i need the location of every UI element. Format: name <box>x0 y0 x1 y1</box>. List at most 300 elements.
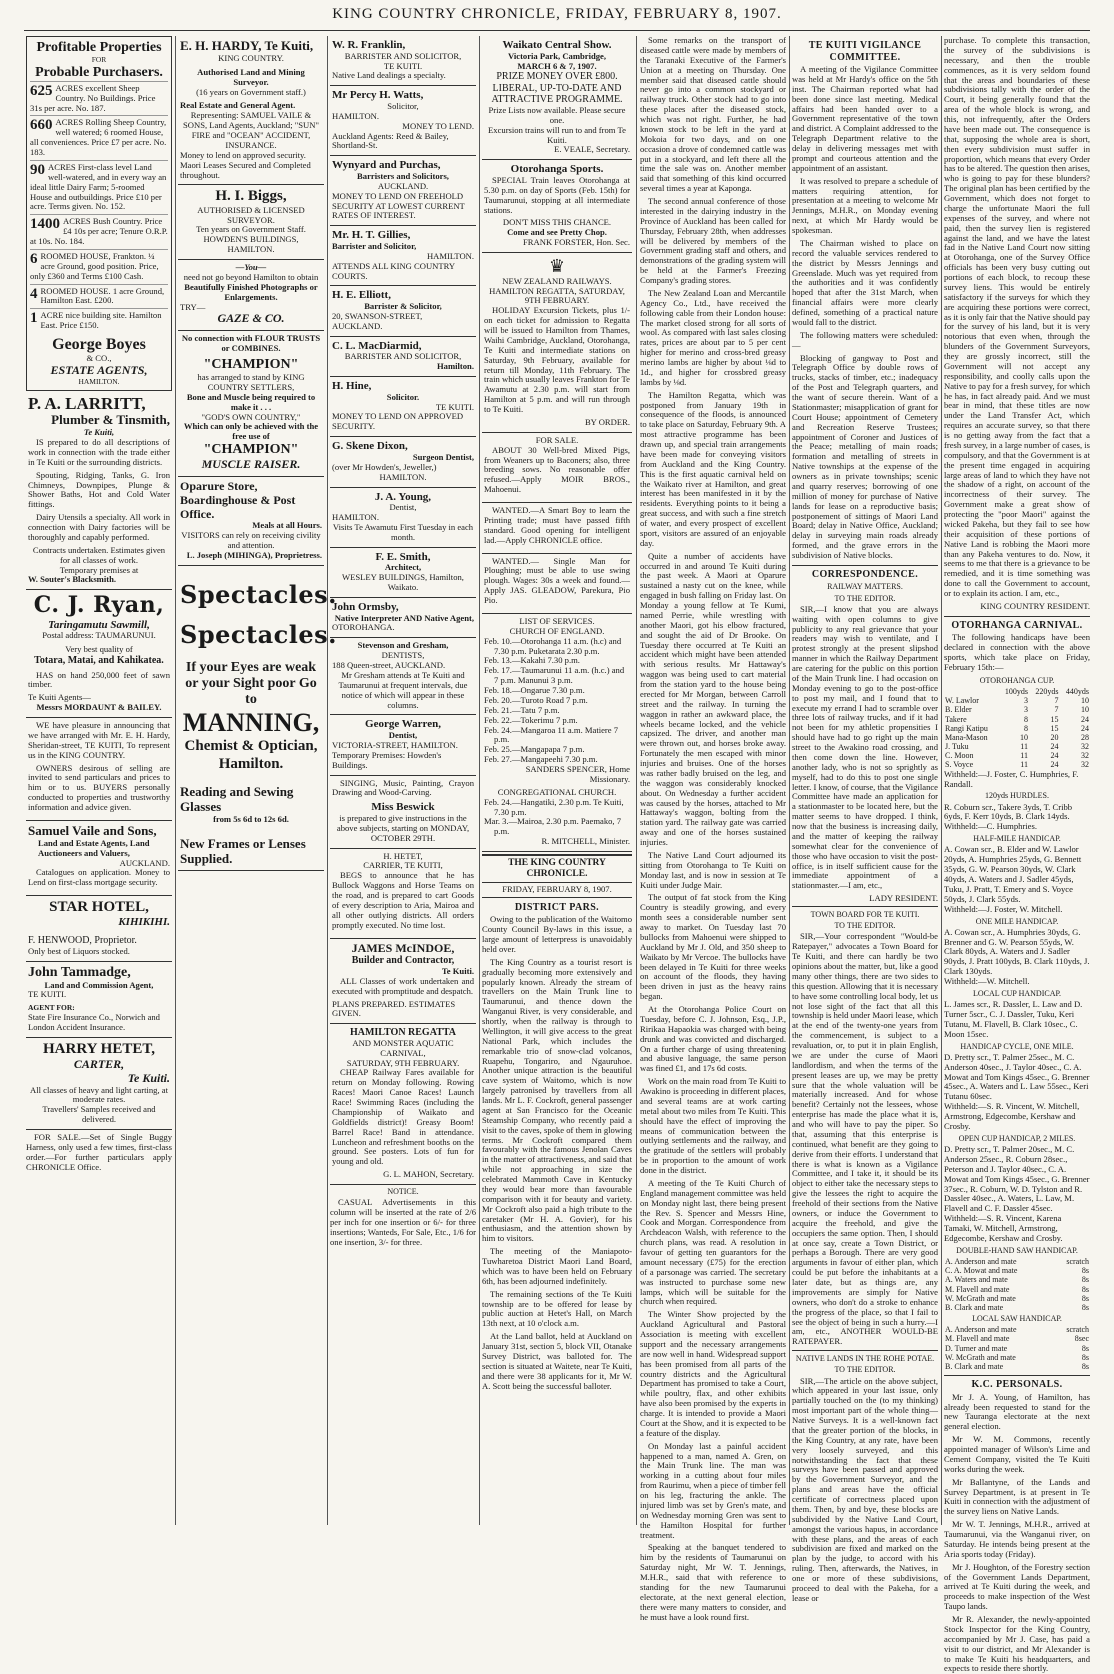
ormsby-town: OTOROHANGA. <box>332 622 395 633</box>
table-row <box>944 1266 1090 1275</box>
service-entry: Feb. 25.—Mangapapa 7 p.m. <box>484 744 585 755</box>
services-entries <box>484 637 630 765</box>
regatta-sub: AND MONSTER AQUATIC CARNIVAL, <box>352 1037 454 1058</box>
property-text: ACRE nice building site. Hamilton East. Price £150. <box>40 310 162 331</box>
hine-note: MONEY TO LEND ON APPROVED SECURITY. <box>332 411 464 432</box>
hetet-advert <box>26 1038 172 1130</box>
beswick-singing: SINGING, Music, Painting, Crayon Drawing and Wood-Carving. <box>332 777 474 798</box>
show-secretary: E. VEALE, Secretary. <box>554 144 630 155</box>
gillies-note: ATTENDS ALL KING COUNTRY COURTS. <box>332 260 455 281</box>
table-cell: 8s <box>1081 1352 1089 1362</box>
paper-title: THE KING COUNTRY CHRONICLE. <box>508 858 606 880</box>
star-hotel-name: STAR HOTEL, <box>49 899 149 916</box>
warren-name: George Warren, <box>365 718 441 731</box>
reading-glasses: Reading and Sewing Glasses <box>180 783 294 814</box>
manning-eyes: If your Eyes are weak or your Sight poor Go to <box>185 660 317 708</box>
personal-paragraph: Mr J. A. Young, of Hamilton, has already been requested to stand for the new Tauranga electorate at the next general election. <box>944 1391 1090 1432</box>
masthead-rule <box>24 30 1090 31</box>
larritt-text: Temporary premises at <box>59 564 139 575</box>
champion-text: Which can only be achieved with the free use of <box>183 421 319 442</box>
carnival-withheld: Withheld:—J. Foster, C. Humphries, F. Randall. <box>944 768 1079 789</box>
hardy-note: WE have pleasure in announcing that we have arranged with Mr. E. H. Hardy, Sheridan-street, TE KUITI, To represent us in the KING COUNTRY. <box>28 720 170 760</box>
wanted-text: WANTED.— Single Man for Ploughing; must be able to use swing plough. Wages: 30s a week and found.—Apply JAS. GLEADOW, Parekura, Pio Pio. <box>484 555 630 606</box>
services-heading: LIST OF SERVICES. <box>519 615 595 626</box>
wynyard-name: Wynyard and Purchas, <box>332 159 441 172</box>
carnival-withheld: Withheld:—C. Humphries. <box>944 821 1037 832</box>
tammadge-agent: AGENT FOR: <box>28 1003 75 1013</box>
native-lands-heading: NATIVE LANDS IN THE ROHE POTAE. <box>792 1350 938 1363</box>
property-text: ROOMED HOUSE. 1 acre Ground, Hamilton East. £200. <box>40 285 165 306</box>
property-text: ACRES Bush Country. Price £4 10s per acre; Tenure O.R.P. at 10s. No. 184. <box>30 216 168 247</box>
table-row <box>944 1294 1090 1303</box>
table-cell: A. Anderson and mate <box>945 1256 1017 1266</box>
table-row <box>944 1257 1090 1266</box>
macdiarmid-name: C. L. MacDiarmid, <box>332 339 422 352</box>
services-congregational: CONGREGATIONAL CHURCH. <box>497 786 617 797</box>
table-row <box>944 1353 1090 1362</box>
wynyard-sub: Barristers and Solicitors, <box>357 170 449 181</box>
beswick-note: is prepared to give instructions in the above subjects, starting on MONDAY, OCTOBER 29TH. <box>336 812 470 843</box>
table-cell: 8s <box>1081 1343 1089 1353</box>
champion-flour: No connection with FLOUR TRUSTS or COMBINES. <box>181 333 321 354</box>
table-row <box>944 724 1090 733</box>
property-item <box>30 214 168 249</box>
star-hotel-note: Only best of Liquors stocked. <box>28 945 130 956</box>
personal-paragraph: Mr R. Alexander, the newly-appointed Stock Inspector for the King Country, accompanied by Mr J. Case, has paid a visit to our district, and Mr Alexander is to make Te Kuiti his headquarters, and expects to reside there shortly. <box>944 1614 1090 1674</box>
service-entry: Feb. 18.—Ongarue 7.30 p.m. <box>484 685 585 696</box>
hardy-name: E. H. HARDY, Te Kuiti, <box>180 38 314 53</box>
hetet-note: Travellers' Samples received and delivered. <box>42 1104 156 1125</box>
dixon-sub: Surgeon Dentist, <box>412 451 474 462</box>
franklin-sub: BARRISTER AND SOLICITOR, <box>344 50 462 61</box>
reading-price: from 5s 6d to 12s 6d. <box>213 813 289 824</box>
services-list <box>482 614 632 852</box>
carnival-intro: The following handicaps have been declared in connection with the above sports, which take place on Friday, February 15th:— <box>944 632 1090 672</box>
spectacles-heading: Spectacles. <box>180 579 337 609</box>
larritt-text: Contracts undertaken. Estimates given for all classes of work. <box>32 544 166 565</box>
larritt-trade: Plumber & Tinsmith, <box>51 412 170 428</box>
larritt-name: P. A. LARRITT, <box>28 393 146 413</box>
column-rule <box>941 36 942 1525</box>
macdiarmid-town: Hamilton. <box>436 361 474 372</box>
hardy-exp: (16 years on Government staff.) <box>196 86 306 97</box>
property-number: 1 <box>30 310 38 327</box>
regatta-text: CHEAP Railway Fares available for return on Monday following. Rowing Races! Maori Canoe Races! Launch Race! Swimming Races (including the Championship of Waikato and Goldfields district)! Greasy Boom! Barrel Race! Band in attendance. Luncheon and refreshment booths on the ground. See posters. Lots of fun for young and old. <box>332 1067 474 1167</box>
show-trains: Excursion trains will run to and from Te Kuiti. <box>488 124 626 145</box>
column-header: 100yds <box>1004 686 1028 696</box>
table-row <box>944 1344 1090 1353</box>
kc-personals-heading: K.C. PERSONALS. <box>944 1375 1090 1391</box>
smith-sub: Architect, <box>384 562 422 573</box>
ryan-agents: Messrs MORDAUNT & BAILEY. <box>36 702 162 713</box>
table-cell: M. Flavell and mate <box>945 1284 1010 1294</box>
notice-text: CASUAL Advertisements in this column will be inserted at the rate of 2/6 per inch for one insertion or 6/- for three insertions; Wanteds, For Sale, Etc., 1/6 for one insertion, 3/- for three. <box>330 1197 476 1247</box>
table-cell: M. Flavell and mate <box>945 1334 1010 1344</box>
town-board-letter: SIR,—Your correspondent "Would-be Ratepayer," advocates a Town Board for Te Kuiti, and there can hardly be two opinions about the matter, but, like a good many other things, there are two sides to this question. Allowing that it is necessary to have some controlling local body, let us not lose sight of the fact that all this township is held under Maori lease, which at the end of the twenty-one years from the commencement, is subject to a revaluation, or, to put it in plain English, we are under the curse of Maori landlordism, and when the terms of the present leases are up, we may be pretty sure that the whole valuation will be materially increased. And for whose benefit? Certainly not the lessees, whose enterprise has made the place what it is, and who will have to pay the piper. So that, assuming that this enterprise is continued, what benefit are they going to derive from their efforts. I understand that there is what is known as a Vigilance Committee, and I take it, it should be its object to either take the necessary steps to give the lessees the right to acquire the freehold of their sections from the Native owners, or induce the Government to acquire the freehold, and give the occupiers the same option. Then, I should at once say, create a Town District, or perhaps a Borough. There are very good arguments in favour of either plan, which could be put before the inhabitants at a later date, but as things are, any improvements are simply for Native owners, who don't do a stroke to enhance the progress of the place, so that I fail to see the object of being in such a hurry.—I am, etc., ANOTHER WOULD-BE RATEPAYER. <box>792 931 938 1347</box>
regatta-secretary: G. L. MAHON, Secretary. <box>383 1169 474 1180</box>
gillies-sub: Barrister and Solicitor, <box>332 240 417 251</box>
hetet-town: Te Kuiti. <box>127 1070 170 1085</box>
mcindoe-town: Te Kuiti. <box>441 965 474 976</box>
news-paragraphs <box>640 36 786 1622</box>
table-cell: B. Elder <box>945 705 972 715</box>
hardy-maori: Maori Leases Secured and Completed throughout. <box>180 159 311 180</box>
elliott-address: 20, SWANSON-STREET, AUCKLAND. <box>332 310 423 331</box>
dixon-town: HAMILTON. <box>379 471 427 482</box>
smith-address: WESLEY BUILDINGS, Hamilton, Waikato. <box>342 572 464 593</box>
hine-sub: Solicitor. <box>386 391 420 402</box>
spectacles-heading: Spectacles. <box>180 619 337 649</box>
show-date: MARCH 6 & 7, 1907. <box>517 60 597 71</box>
franklin-advert <box>330 36 476 86</box>
carnival-entries: L. James scr., R. Dassler, L. Law and D. Turner 5scr., C. J. Dassler, Tuku, Keri Tutanu, M. Flavell, B. Clark 10sec., C. Moon 15sec. <box>944 999 1083 1039</box>
table-row <box>944 751 1090 760</box>
vaile-note: Catalogues on application. Money to Lend on first-class mortgage security. <box>28 867 170 888</box>
watts-money: MONEY TO LEND. <box>402 120 474 131</box>
service-entry: Feb. 24.—Mangaroa 11 a.m. Matiere 7 p.m. <box>484 724 619 745</box>
smith-advert <box>330 548 476 598</box>
champion-text: "GOD'S OWN COUNTRY," <box>201 411 301 422</box>
franklin-note: Native Land dealings a specialty. <box>332 70 446 81</box>
table-cell: 10 <box>1019 732 1028 742</box>
table-cell: scratch <box>1066 1256 1089 1266</box>
news-paragraph: The Hamilton Regatta, which was postponed from January 19th in consequence of the floods, is announced to take place on Saturday, February 9th. A most attractive programme has been drawn up, and special train arrangements have been made for conveying visitors from Auckland and the King Country. This is the first aquatic carnival held on the Waikato river at Hamilton, and great interest has been manifested in it by the residents. Everything points to it being a great success, and with such a fine stretch of water, and every prospect of excellent sport, visitors are assured of an enjoyable day. <box>640 389 786 548</box>
service-entry: Feb. 13.—Kakahi 7.30 p.m. <box>484 655 580 666</box>
property-item <box>30 308 168 333</box>
vaile-name: Samuel Vaile and Sons, <box>28 822 157 838</box>
table-cell: B. Clark and mate <box>945 1302 1004 1312</box>
news-paragraph: On Monday last a painful accident happened to a man, named A. Gren, on the Main Trunk line. The man was working in a cutting about four miles from Raurimu, when a piece of timber fell on his leg, fracturing the ankle. The injured limb was set by Gren's mate, and on Wednesday morning Gren was sent to the Hamilton Hospital for further treatment. <box>640 1440 786 1540</box>
column-rule <box>175 36 176 1525</box>
hardy-money: Money to lend on approved security. <box>180 149 306 160</box>
property-number: 6 <box>30 250 38 267</box>
stevenson-advert <box>330 638 476 715</box>
carnival-entries: A. Cowan scr., B. Elder and W. Lawlor 20yds, A. Humphries 25yds, G. Bennett 35yds, G. W. Pearson 30yds, W. Clark 40yds, A. Waters and J. Sadler 45yds, Tuku, J. Pratt, T. Emery and S. Voyce 50yds, J. Clark 55yds. <box>944 844 1082 904</box>
warren-sub: Dentist, <box>388 730 418 741</box>
warren-advert <box>330 715 476 775</box>
carnival-event: HALF-MILE HANDICAP. <box>973 834 1061 844</box>
table-cell: 8s <box>1081 1275 1089 1285</box>
table-cell: 24 <box>1050 751 1059 761</box>
property-number: 625 <box>30 82 53 99</box>
table-cell: 7 <box>1054 705 1059 715</box>
boyes-advert <box>26 36 172 391</box>
watts-advert <box>330 86 476 156</box>
sale-text: ABOUT 30 Well-bred Mixed Pigs, from Weaners up to Baconers; also, three breeding sows. No reasonable offer refused.—Apply MOIR BROS., Mahoenui. <box>484 444 630 495</box>
oto-text: SPECIAL Train leaves Otorohanga at 5.30 p.m. on day of Sports (Feb. 15th) for Taumarunui, stopping at all intermediate stations. <box>484 174 630 215</box>
larritt-advert <box>26 391 172 591</box>
mcindoe-sub: Builder and Contractor, <box>351 955 455 967</box>
watts-name: Mr Percy H. Watts, <box>332 89 424 102</box>
boyes-name: George Boyes <box>52 336 146 354</box>
vigilance-heading: TE KUITI VIGILANCE COMMITTEE. <box>808 40 922 63</box>
service-entry: Feb. 21.—Tatu 7 p.m. <box>484 704 560 715</box>
service-entry: Feb. 27.—Mangapeehi 7.30 p.m. <box>484 754 598 765</box>
double-saw-table <box>944 1257 1090 1312</box>
table-cell: 24 <box>1050 742 1059 752</box>
champion-heading: "CHAMPION" <box>203 442 299 458</box>
property-number: 660 <box>30 117 53 134</box>
native-lands-continued: purchase. To complete this transaction, the survey of the subdivisions is necessary, and then the trouble commences, as it is very seldom found that the areas and boundaries of these subdivisions tally with the order of the Court, it being generally found that the area of the whole block is wrong, and this, not infrequently, after the Orders have been made out. The consequence is that, supposing the whole area is short, then every subdivision must suffer in proportion, which means that every Order has to be altered. The question then arises, who is going to pay for these blunders? The original plan has been certified by the Government, which does not forget to charge the unfortunate Maori the full expenses of the survey, and where not paid, then the survey lien is registered against the land, and we have the latest fad in the Native Land Court now sitting at Otorohanga, one of the Survey Office officials has been very busy cutting out portions of each block, to recoup these survey liens. This would be entirely satisfactory if the surveys for which they are acquiring these portions were correct, as it is only fair that the Native should pay for the survey of his land, but it is very notorious that even when, through the blunders of the Government Surveyors, they are grossly incorrect, still the Government will not accept any responsibility, and coolly calls upon the Native to pay for a fresh survey, for which he has, in fact already paid. And we must bear in mind, that these titles are now under the Land Transfer Act, which requires an accurate survey, so that there is no getting away from the fact that a fresh survey, in a large number of cases, is compulsory, and that the Government is at the present time engaged in acquiring large areas of land to which they have not the shadow of a right, on account of the incorrectness of their survey. The Government make a great show of protecting the "poor Maori" against the wicked Pakeha, but they fail to see how their acquisition of these portions of Native Land is robbing the Maori more than any Pakeha ventures to do. Now, it seems to me that there is a grievance to be remedied, and it is time something was done to call the Government to account, or to explain its action. I am, etc., <box>944 35 1090 598</box>
hine-advert <box>330 377 476 437</box>
show-lists: Prize Lists now available. Please secure one. <box>488 104 626 125</box>
column-rule <box>327 36 328 1525</box>
manning-name: MANNING, <box>182 708 320 738</box>
district-par: The remaining sections of the Te Kuiti township are to be offered for lease by public auction at Hetet's Hall, on March 13th next, at 10 o'clock a.m. <box>482 1288 632 1329</box>
boyes-heading: Profitable Properties <box>36 40 162 55</box>
gillies-name: Mr. H. T. Gillies, <box>332 229 411 242</box>
show-programme: LIBERAL, UP-TO-DATE AND ATTRACTIVE PROGRAMME. <box>491 82 623 106</box>
table-cell: A. Waters and mate <box>945 1275 1008 1285</box>
star-hotel-town: KIHIKIHI. <box>118 916 170 929</box>
cup-handicap-table <box>944 687 1090 770</box>
services-signature: SANDERS SPENCER, Home Missionary. <box>525 764 630 784</box>
table-cell: 3 <box>1023 696 1028 706</box>
carnival-event: HANDICAP CYCLE, ONE MILE. <box>960 1041 1074 1051</box>
warren-address: VICTORIA-STREET, HAMILTON. <box>332 739 458 750</box>
table-cell: 7 <box>1054 696 1059 706</box>
wanted-boy <box>482 503 632 554</box>
table-cell: 24 <box>1081 723 1089 733</box>
table-cell: 8sec <box>1074 1334 1089 1344</box>
hardy-auth: Authorised Land and Mining Surveyor. <box>197 66 305 87</box>
oto-miss: DON'T MISS THIS CHANCE. <box>502 217 612 228</box>
table-cell: S. Voyce <box>945 760 974 770</box>
table-cell: W. McGrath and mate <box>945 1293 1016 1303</box>
table-cell: W. Lawlor <box>945 696 979 706</box>
gaze-text: Beautifully Finished Photographs or Enlargements. <box>184 281 318 302</box>
champion-raiser: MUSCLE RAISER. <box>201 457 301 472</box>
table-row <box>944 1275 1090 1284</box>
biggs-advert <box>178 185 324 260</box>
wynyard-town: AUCKLAND. <box>377 180 429 191</box>
district-par: The King Country as a tourist resort is gradually becoming more extensively and popularly known. Already the stream of travellers on the Main Trunk line to Taumarunui, and thence down the Wanganui River, is very considerable, and shortly, when the railway is through to Wellington, it will give access to the great National Park, which includes the remarkable trio of snow-clad volcanos, Ruapehu, Tongariro, and Ngauruhoe. Another unique attraction is the beautiful cave system of Waitomo, which is now largely patronised by travellers from all lands. Mr L. F. Cockroft, general passenger agent at San Francisco for the Oceanic Steamship Company, who recently paid a visit to the caves, spoke of them in glowing terms. Mr Cockroft compared them favourably with the famous Jenolan Caves in the matter of attractiveness, and said that while not approaching in size the celebrated Mammoth Cave in Kentucky they would bear more than favourable comparison with it for beauty and variety. Mr Cockroft also paid a high tribute to the caretaker (Mr H. A. Govier), for his enthusiasm, and the attention shown by him to visitors. <box>482 956 632 1244</box>
column-4 <box>482 36 632 1525</box>
carnival-event: LOCAL SAW HANDICAP. <box>972 1314 1062 1324</box>
local-saw-table <box>944 1325 1090 1371</box>
personal-paragraph: Mr W. M. Commons, recently appointed manager of Wilson's Lime and Cement Company, visited the Te Kuiti works during the week. <box>944 1434 1090 1474</box>
masthead: KING COUNTRY CHRONICLE, FRIDAY, FEBRUARY 8, 1907. <box>332 6 782 22</box>
district-pars <box>482 915 632 1391</box>
show-heading: Waikato Central Show. <box>502 39 612 51</box>
crest-icon: ♛ <box>548 256 566 277</box>
news-paragraph: Quite a number of accidents have occurred in and around Te Kuiti during the past week. A Maori at Oparure sustained a nasty cut on the knee, while engaged in bush falling on Friday last. On Monday a young fellow at Te Kumi, named Perrie, while wrestling with another Maori, got his elbow fractured, and sought the aid of Dr Brooke. On Tuesday there occurred at Te Kuiti an accident which might have been attended with serious results. Mr Hattaway's waggon was being used to cart material from the station yard to the house being erected for Mr Morgan, between Carroll street and the railway. In turning the waggon in rather an awkward place, the wheels became locked, and the vehicle capsized. The driver, and another man were thrown out, and horses broke away. Fortunately the men escaped with minor injuries and bruises. One of the horses was rather badly bruised on the leg, and the waggon was considerably knocked about. On Wednesday a further accident was caused by the horses, attached to Mr Hattaway's waggon, bolting from the station yard. The railway gate was carried away and one of the horses sustained injuries. <box>640 550 786 847</box>
stevenson-address: 188 Queen-street, AUCKLAND. <box>332 660 446 671</box>
table-cell: 24 <box>1050 760 1059 770</box>
elliott-name: H. E. Elliott, <box>332 289 391 302</box>
gaze-advert <box>178 260 324 331</box>
oto-heading: Otorohanga Sports. <box>510 163 604 176</box>
ormsby-name: John Ormsby, <box>332 600 399 613</box>
vigilance-paragraph: A meeting of the Vigilance Committee was held at Mr Hardy's office on the 5th inst. The Chairman reported what had been done since last meeting. Medical affairs had been handed over to a Government representative of the town and district. A Complaint addressed to the Telegraph Department relative to the delay in delivering messages met with prompt and courteous attention and the appointment of an assistant. <box>792 64 938 173</box>
vaile-advert <box>26 821 172 896</box>
young-note: Visits Te Awamutu First Tuesday in each month. <box>332 521 474 542</box>
champion-text: has arranged to stand by KING COUNTRY SETTLERS, <box>197 372 305 392</box>
to-the-editor: TO THE EDITOR. <box>834 1365 896 1375</box>
property-text: ACRES First-class level Land well-watered, and in every way an ideal little Dairy Farm; 5-roomed House and outbuildings. Price £10 per acre. Terms given. No. 152. <box>30 161 167 212</box>
property-item <box>30 249 168 284</box>
paper-masthead <box>482 854 632 883</box>
boyes-for: FOR <box>91 55 107 65</box>
carnival-entries: R. Coburn scr., Takere 3yds, T. Cribb 6yds, F. Kerr 10yds, B. Clark 14yds. <box>944 801 1073 822</box>
hetet-name: HARRY HETET, <box>43 1040 155 1057</box>
wanted-text: WANTED.—A Smart Boy to learn the Printing trade; must have passed fifth standard. Good opening for intelligent lad.—Apply CHRONICLE office. <box>484 505 630 545</box>
services-church: CHURCH OF ENGLAND. <box>509 625 605 636</box>
hardy-note-advert <box>26 718 172 821</box>
district-pars-heading: DISTRICT PARS. <box>514 901 600 913</box>
franklin-name: W. R. Franklin, <box>332 39 406 51</box>
personal-paragraph: Mr Ballantyne, of the Lands and Survey Department, is at present in Te Kuiti in connection with the adjustment of the survey liens on Native Lands. <box>944 1476 1090 1517</box>
vigilance-paragraph: It was resolved to prepare a schedule of matters requiring attention, for presentation at a meeting to welcome Mr Jennings, M.H.R., on Monday evening next, at which Mr Hardy would be spokesman. <box>792 175 938 235</box>
to-the-editor: TO THE EDITOR. <box>834 593 896 603</box>
tammadge-list: State Fire Insurance Co., Norwich and London Accident Insurance. <box>28 1011 160 1032</box>
property-list <box>30 81 168 333</box>
gaze-you: —You— <box>235 262 267 273</box>
property-text: ACRES excellent Sheep Country. No Buildings. Price 31s per acre. No. 187. <box>30 82 156 113</box>
young-sub: Dentist, <box>389 502 417 513</box>
district-par: Owing to the publication of the Waitomo County Council By-laws in this issue, a large amount of letterpress is unavoidably held over. <box>482 914 632 954</box>
franklin-town: TE KUITI. <box>383 60 423 71</box>
macdiarmid-advert <box>330 337 476 377</box>
ryan-quality: Very best quality of <box>65 644 133 655</box>
wynyard-note: MONEY TO LEND ON FREEHOLD SECURITY AT LOWEST CURRENT RATES OF INTEREST. <box>332 190 465 221</box>
hine-town: TE KUITI. <box>435 401 474 412</box>
table-cell: 32 <box>1081 751 1089 761</box>
vigilance-paragraph: The following matters were scheduled:— <box>792 329 938 350</box>
table-cell: A. Anderson and mate <box>945 1325 1017 1335</box>
beswick-advert <box>330 776 476 849</box>
railway-letter: SIR,—I know that you are always waiting with open columns to give publicity to any real grievance that your readers may wish to ventilate, and I protest strongly at the present slipshod manner in which the Railway Department are catering for the public on this portion of the Main Trunk line. I had occasion on Monday evening to go to the post-office to post my mail, and I found that to execute my errand I had to scramble over three lots of railway trucks, and if it had not been for my athletic propensities I should have had to go right up the main street to the Awakino road crossing, and then come down the line. However, another lady, who is not so sprightly as myself, had to do this to post one single letter. I know, of course, that the Vigilance Committee have made an application for a stationmaster to be located here, but the matter seems to have dropped. I think, now that the business is increasing daily, and the matter of keeping the railway somewhat clear for the convenience of those who have occasion to visit the post-office, is in itself sufficient cause for the immediate appointment of a stationmaster.—I am, etc., <box>792 603 938 891</box>
table-cell: 15 <box>1050 723 1059 733</box>
new-frames: New Frames or Lenses Supplied. <box>180 835 306 866</box>
table-cell: 20 <box>1050 732 1059 742</box>
watts-sub: Solicitor, <box>387 100 419 111</box>
stevenson-note: Mr Gresham attends at Te Kuiti and Taumarunui at frequent intervals, due notice of which will appear in these columns. <box>338 669 468 710</box>
carnival-entries: D. Pretty scr., T. Palmer 25sec., M. C. Anderson 40sec., J. Taylor 40sec., C. A. Mowat and Tom Kings 45sec., G. Brenner 45sec., A. Waters and L. Law 55sec., Keri Tutanu 60sec. <box>944 1051 1090 1102</box>
carnival-event: LOCAL CUP HANDICAP. <box>972 988 1062 998</box>
table-cell: 8 <box>1023 714 1028 724</box>
vigilance-paragraph: The Chairman wished to place on record the valuable services rendered to the district by Messrs Jennings and Greenslade. Much was yet required from the authorities and it was confidently hoped that after the 31st March, when financial affairs were more clearly defined, something of a practical nature would fall to the district. <box>792 237 938 327</box>
dixon-advert <box>330 437 476 487</box>
otorohanga-sports-advert <box>482 160 632 253</box>
pigs-for-sale <box>482 433 632 503</box>
table-row <box>944 1362 1090 1371</box>
news-paragraph: The second annual conference of those interested in the dairying industry in the Province of Auckland has been called for Thursday, February 28th, when addresses will be delivered by members of the Government grading staff and others, and demonstrations of the grading system will be held at the Farmer's Freezing Company's grading stores. <box>640 196 786 285</box>
table-cell: W. McGrath and mate <box>945 1352 1016 1362</box>
table-row <box>944 733 1090 742</box>
mcindoe-plans: PLANS PREPARED. ESTIMATES GIVEN. <box>332 998 456 1019</box>
carnival-event: OPEN CUP HANDICAP, 2 MILES. <box>958 1133 1076 1143</box>
biggs-sub: AUTHORISED & LICENSED SURVEYOR. <box>197 204 305 225</box>
hetet-trade: CARTER, <box>73 1056 125 1071</box>
carnival-event: 120yds HURDLES. <box>984 791 1049 801</box>
town-board-heading: TOWN BOARD FOR TE KUITI. <box>792 906 938 919</box>
dixon-over: (over Mr Howden's, Jeweller,) <box>332 461 437 472</box>
table-cell: 8s <box>1081 1266 1089 1276</box>
property-text: ROOMED HOUSE, Frankton. ¼ acre Ground, good position. Price, only £360 and Terms £100 Cash. <box>30 250 159 281</box>
column-7 <box>944 35 1090 1674</box>
service-entry: Feb. 10.—Otorohanga 11 a.m. (h.c) and 7.30 p.m. Puketarata 2.30 p.m. <box>484 635 622 656</box>
carnival-withheld: Withheld:—W. Mitchell. <box>944 976 1030 987</box>
table-cell: 10 <box>1081 696 1089 706</box>
property-item <box>30 284 168 309</box>
service-entry: Feb. 17.—Taumarunui 11 a.m. (h.c.) and 7 p.m. Manunui 3 p.m. <box>484 665 625 686</box>
regatta-heading: HAMILTON REGATTA <box>349 1027 457 1039</box>
native-lands-letter: SIR,—The article on the above subject, which appeared in your last issue, only partially touched on the (to my thinking) most important part of the whole thing—Native Surveys. It is a well-known fact that the greater portion of the blocks, in the King Country, at any rate, have been very loosely surveyed, and this notwithstanding the fact that these surveys have been passed and approved by the Government Surveyor, and the plans and areas have the official certificate of correctness placed upon them. Then, by and bye, these blocks are subdivided by the Native Land Court, amongst the various hapus, in accordance with these plans, and the areas of each subdivision are fixed and marked on the plan by the judge, to accord with his ruling. Then, afterwards, the Natives, in one or more of these subdivisions, proceed to deal with the Pakeha, for a lease or <box>792 1375 938 1603</box>
table-cell: 15 <box>1050 714 1059 724</box>
column-header: 440yds <box>1065 686 1089 696</box>
table-cell: 11 <box>1020 760 1028 770</box>
table-row <box>944 1334 1090 1343</box>
property-number: 90 <box>30 161 45 178</box>
manning-sub: Chemist & Optician, Hamilton. <box>184 738 318 772</box>
ryan-mill: Taringamutu Sawmill, <box>48 618 150 631</box>
congregational-signature: R. MITCHELL, Minister. <box>541 836 630 847</box>
table-cell: 32 <box>1081 760 1089 770</box>
tammadge-sub: Land and Commission Agent, <box>44 979 154 990</box>
table-row <box>944 1303 1090 1312</box>
boyes-town: HAMILTON. <box>78 377 120 387</box>
table-cell: 8 <box>1023 723 1028 733</box>
oparure-advert <box>178 477 324 566</box>
news-paragraph: The Native Land Court adjourned its sitting from Otorohanga to Te Kuiti on Monday last, and is now in session at Te Kuiti under Judge Mair. <box>640 849 786 890</box>
oto-secretary: FRANK FORSTER, Hon. Sec. <box>523 237 630 248</box>
carnival-heading: OTORHANGA CARNIVAL. <box>944 616 1090 632</box>
table-cell: 11 <box>1020 742 1028 752</box>
native-lands-signature: KING COUNTRY RESIDENT. <box>980 600 1090 611</box>
macdiarmid-sub: BARRISTER AND SOLICITOR, <box>344 351 462 362</box>
tammadge-name: John Tammadge, <box>28 964 131 980</box>
hardy-agent: Real Estate and General Agent. <box>180 100 296 111</box>
regatta-date: SATURDAY, 9TH FEBRUARY. <box>346 1057 460 1068</box>
property-item <box>30 81 168 116</box>
ryan-name: C. J. Ryan, <box>33 592 165 619</box>
table-cell: Mana-Mason <box>945 732 988 742</box>
champion-heading: "CHAMPION" <box>203 356 299 372</box>
h-hetet-text: BEGS to announce that he has Bullock Waggons and Horse Teams on the road, and is prepared to cart Goods of every description to Aria, Mairoa and all other outlying districts. All orders promptly executed. No time lost. <box>332 870 474 930</box>
property-item <box>30 115 168 160</box>
table-row <box>944 715 1090 724</box>
larritt-text: W. Souter's Blacksmith. <box>28 574 117 585</box>
biggs-address: HOWDEN'S BUILDINGS, HAMILTON. <box>203 234 299 255</box>
hardy-rep: Representing: SAMUEL VAILE & SONS, Land Agents, Auckland; "SUN" FIRE and "OCEAN" ACCIDENT, INSURANCE. <box>183 110 319 150</box>
ryan-advert <box>26 590 172 718</box>
gillies-advert <box>330 226 476 286</box>
hine-name: H. Hine, <box>332 380 372 393</box>
wanted-man <box>482 554 632 614</box>
carnival-event: DOUBLE-HAND SAW HANDICAP. <box>956 1245 1078 1255</box>
table-cell: 10 <box>1081 705 1089 715</box>
warren-temp: Temporary Premises: Howden's Buildings. <box>332 749 442 770</box>
property-text: ACRES Rolling Sheep Country, well watered; 6 roomed House, all conveniences. Price £7 per acre. No. 183. <box>30 117 167 158</box>
table-cell: C. Moon <box>945 751 974 761</box>
news-paragraph: The New Zealand Loan and Mercantile Agency Co., Ltd., have received the following cable from their London house: The market closed strong for all sorts of wool. As compared with last sales closing rates, prices are about par to 5 per cent higher for merino and cross-bred greasy merino lambs are higher by about ⅛d to 1d., and higher for crossbred greasy lambs by ⅛d. <box>640 287 786 387</box>
table-cell: scratch <box>1066 1325 1089 1335</box>
rail-heading: NEW ZEALAND RAILWAYS. <box>502 275 612 286</box>
ormsby-sub: Native Interpreter AND Native Agent, <box>334 612 474 623</box>
table-cell: J. Tuku <box>945 742 969 752</box>
carnival-withheld: Withheld:—S. R. Vincent, W. Mitchell, Armstrong, Edgecombe, Kershaw and Crosby. <box>944 1101 1080 1131</box>
service-entry: Feb. 24.—Hangatiki, 2.30 p.m. Te Kuiti, 7.30 p.m. <box>484 796 624 817</box>
table-row <box>944 742 1090 751</box>
carnival-withheld: Withheld:—S. R. Vincent, Karena Tamaki, W. Mitchell, Armstrong, Edgecombe, Kershaw and Crosby. <box>944 1213 1063 1243</box>
personal-paragraph: Mr J. Houghton, of the Forestry section of the Government Lands Department, arrived at Te Kuiti during the week, and proceeds to make inspection of the West Taupo lands. <box>944 1561 1090 1612</box>
table-cell: Takere <box>945 714 967 724</box>
vaile-sub: Land and Estate Agents, Land Auctioneers and Valuers, <box>38 837 150 858</box>
young-advert <box>330 488 476 548</box>
mcindoe-text: ALL Classes of work undertaken and executed with promptitude and despatch. <box>332 975 474 996</box>
property-number: 1400 <box>30 216 60 233</box>
